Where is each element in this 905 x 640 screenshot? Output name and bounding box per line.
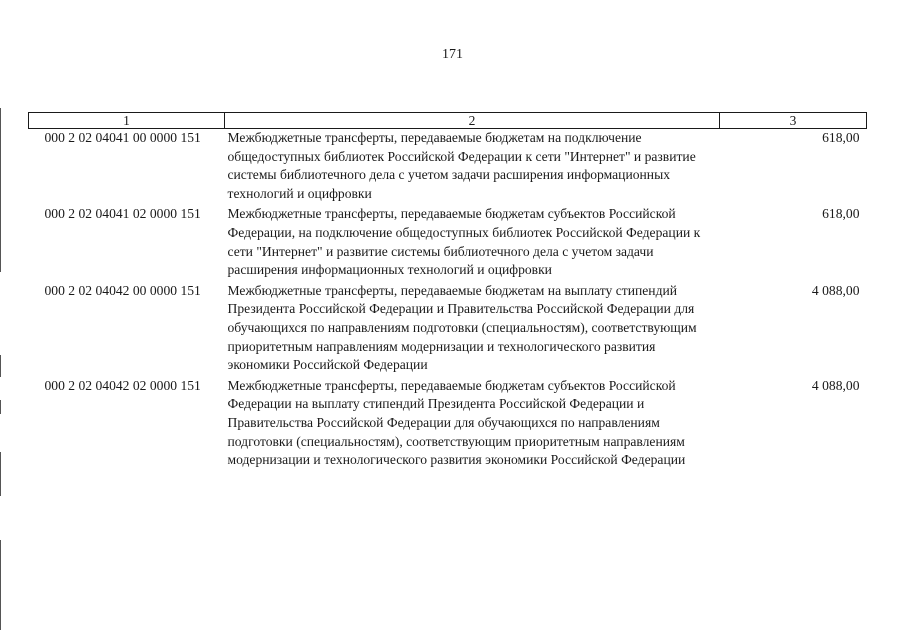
row-description: Межбюджетные трансферты, передаваемые бюджетам на выплату стипендий Президента Российской Федерации и Правительства Российской Федерации для обучающихся по направлениям подготовки (специальностям), соответствующим приоритетным направлениям модернизации и технологического развития экономики Российской Федерации [227, 282, 697, 373]
row-code: 000 2 02 04042 02 0000 151 [44, 377, 201, 393]
row-description: Межбюджетные трансферты, передаваемые бюджетам субъектов Российской Федерации на выплату стипендий Президента Российской Федерации и Правительства Российской Федерации для обучающихся по направлениям подготовки (специальностям), соответствующим приоритетным направлениям модернизации и технологического развития экономики Российской Федерации [227, 377, 686, 468]
column-header-1: 1 [29, 113, 225, 129]
row-code: 000 2 02 04041 00 0000 151 [44, 130, 201, 145]
row-description: Межбюджетные трансферты, передаваемые бюджетам на подключение общедоступных библиотек Российской Федерации к сети "Интернет" и развитие системы библиотечного дела с учетом задачи расширения информационных технологий и оцифровки [227, 130, 696, 201]
column-header-3: 3 [720, 113, 867, 129]
table-header-row [29, 113, 867, 129]
row-amount: 618,00 [822, 130, 860, 145]
scan-mark [0, 355, 1, 377]
budget-table [28, 112, 867, 472]
scan-mark [0, 108, 1, 272]
row-description: Межбюджетные трансферты, передаваемые бюджетам субъектов Российской Федерации, на подключение общедоступных библиотек Российской Федерации к сети "Интернет" и развитие системы библиотечного дела с учетом задачи расширения информационных технологий и оцифровки [227, 206, 701, 278]
table-row [29, 282, 867, 377]
column-header-2: 2 [225, 113, 720, 129]
table-row [29, 129, 867, 206]
row-amount: 4 088,00 [811, 377, 860, 393]
row-amount: 4 088,00 [811, 282, 860, 298]
scan-mark [0, 400, 1, 414]
table-row [29, 377, 867, 472]
row-code: 000 2 02 04041 02 0000 151 [44, 206, 201, 222]
scan-mark [0, 540, 1, 630]
row-code: 000 2 02 04042 00 0000 151 [44, 282, 201, 298]
table-row [29, 205, 867, 281]
row-amount: 618,00 [822, 206, 860, 222]
page-number: 171 [442, 47, 463, 62]
scan-mark [0, 452, 1, 496]
